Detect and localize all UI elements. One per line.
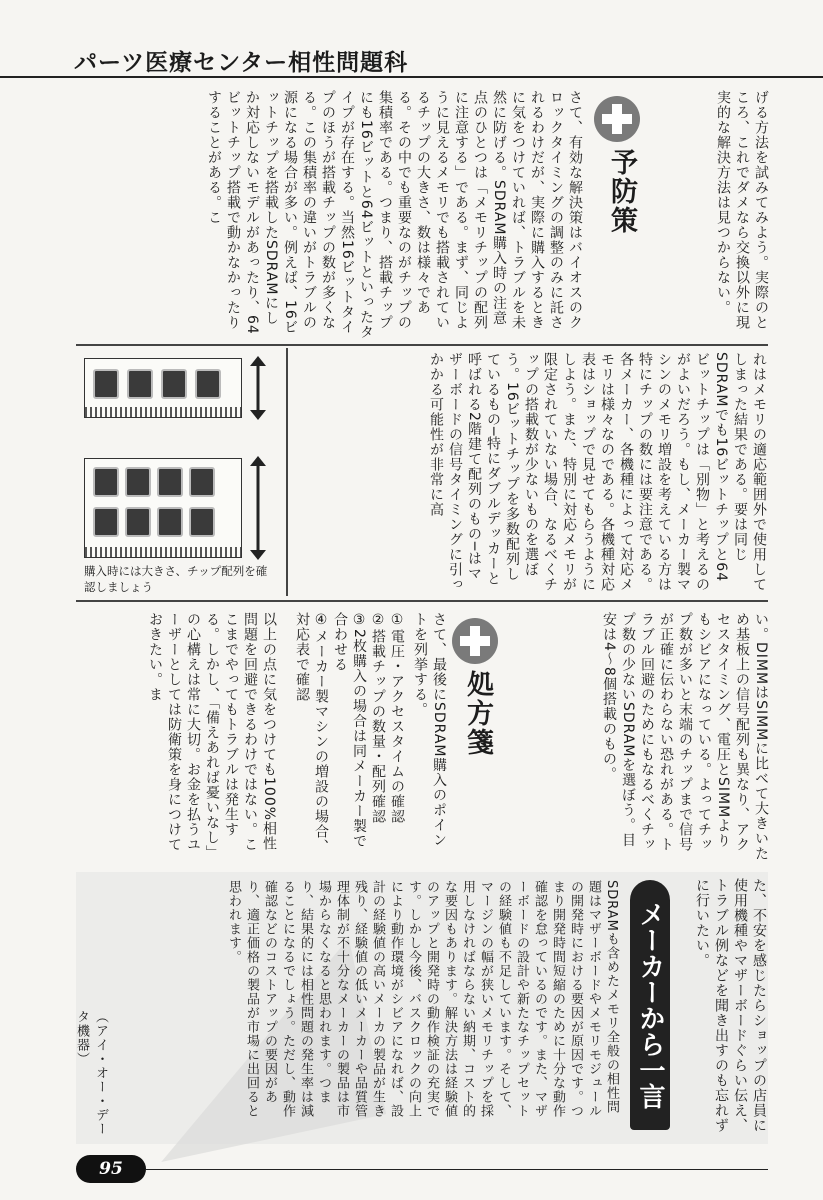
- section1-continued-text: れはメモリの適応範囲外で使用してしまった結果である。要は同じSDRAMでも16ビットチップと64ビットチップは「別物」と考えるのがよいだろう。もし、メーカー製マシンのメモリ増設を考えている方は特にチップの数には要注意である。各メーカー、各機種によって対応メモリは様々なのである。各機種対応表はショップで見せてもらうようにしよう。また、特別に対応メモリが限定されていない場合、なるべくチップの搭載数が少ないものを選ぼう。16ビットチップを多数配列しているもの─特にダブルデッカーと呼ばれる2階建て配列のもの─はマザーボードの信号タイミングに引っかかる可能性が非常に高: [428, 352, 767, 592]
- maker-comment-text: SDRAMも含めたメモリ全般の相性問題はマザーボードやメモリモジュールの開発時における要因が原因です。つまり開発時間短縮のために十分な動作確認を怠っているのです。また、マザーボードの設計や新たなチップセットの経験値も不足しています。そして、マージンの幅が狭いメモリチップを採用しなければならない納期、コスト的な要因もあります。解決方法は経験値のアップと開発時の動作検証の充実です。しかし今後、バスクロックの向上により動作環境がシビアになれば、設計の経験値の高いメーカの製品が生き残り、経験値の低いメーカーや品質管理体制が不十分なメーカーの製品は市場からなくなると思われます。つまり、結果的には相性問題の発生率は減ることになるでしょう。ただし、動作確認などのコストアップの要因があり、適正価格の製品が市場に出回ると思われます。: [226, 880, 619, 1118]
- section2-heading: 処方箋: [462, 670, 493, 757]
- checklist-item: ③2枚購入の場合は同メーカー製で合わせる: [332, 612, 367, 849]
- memory-chip: [125, 507, 151, 537]
- connector-pins: [85, 407, 241, 417]
- section2-lead-text: い。DIMMはSIMMに比べて大きいため基板上の信号配列も異なり、アクセスタイミング、電圧とSIMMよりもシビアになっている。よってチップ数が多いと末端のチップまで信号が正確に伝わらない恐れがある。トラブル回避のためにもなるべくチップ数の少ないSDRAMを選ぼう。目安は4～8個搭載のもの。: [601, 612, 769, 862]
- memory-module-single: [84, 358, 242, 418]
- section2-continued-text: た、不安を感じたらショップの店員に使用機種やマザーボードぐらい伝え、トラブル例などを聞き出すのも忘れずに行いたい。: [694, 878, 767, 1133]
- divider-2: [76, 600, 768, 602]
- memory-chip: [93, 369, 119, 399]
- memory-chip: [127, 369, 153, 399]
- section1-heading: 予防策: [606, 148, 637, 235]
- section2-outro-text: 以上の点に気をつけても100%相性問題を回避できるわけではない。ここまでやってもトラブルは発生する。しかし、「備えあれば憂いなし」の心構えは常に大切。お金を払うユーザーとしては防衛策を身につけておきたい。ま: [147, 612, 277, 860]
- section2-intro-text: さて、最後にSDRAM購入のポイントを列挙する。: [412, 612, 447, 848]
- memory-module-double: [84, 458, 242, 558]
- figure-caption: 購入時には大きさ、チップ配列を確認しましょう: [84, 564, 268, 594]
- footer-rule: [146, 1169, 768, 1170]
- memory-chip: [189, 507, 215, 537]
- header-rule: [0, 76, 823, 78]
- memory-chip: [195, 369, 221, 399]
- memory-chip: [125, 467, 151, 497]
- section3-heading: メーカーから一言: [630, 880, 670, 1130]
- page-number: 95: [76, 1155, 146, 1183]
- size-arrows-icon: [244, 356, 272, 566]
- medical-cross-icon: [594, 96, 640, 142]
- checklist-item: ②搭載チップの数量・配列確認: [370, 612, 386, 824]
- page-header: [0, 0, 823, 78]
- memory-chip: [157, 507, 183, 537]
- memory-chip: [161, 369, 187, 399]
- medical-cross-icon: [452, 618, 498, 664]
- checklist-item: ④メーカー製マシンの増設の場合、対応表で確認: [294, 612, 329, 854]
- connector-pins: [85, 547, 241, 557]
- divider-1: [76, 344, 768, 346]
- section1-intro-text: げる方法を試みてみよう。実際のところ、これでダメなら交換以外に現実的な解決方法は見つからない。: [715, 90, 769, 330]
- figure-divider: [286, 348, 288, 596]
- memory-chip: [157, 467, 183, 497]
- section1-body-text: さて、有効な解決策はバイオスのクロックタイミングの調整のみに託されるわけだが、実際に購入するときに気をつけていれば、トラブルを未然に防げる。SDRAM購入時の注意点のひとつは「メモリチップの配列に注意する」である。まず、同じように見えるメモリでも搭載されているチップの大きさ、数は様々である。その中でも重要なのがチップの集積率である。つまり、搭載チップにも16ビットと64ビットといったタイプが存在する。当然16ビットタイプのほうが搭載チップの数が多くなる。この集積率の違いがトラブルの源になる場合が多い。例えば、16ビットチップを搭載したSDRAMにしか対応しないモデルがあったり、64ビットチップ搭載で動かなかったりすることがある。こ: [206, 90, 583, 340]
- checklist: [280, 612, 406, 862]
- memory-chip: [93, 507, 119, 537]
- page-title: パーツ医療センター相性問題科: [74, 50, 409, 76]
- maker-credit: （アイ・オー・データ機器）: [74, 1010, 108, 1136]
- memory-chip: [189, 467, 215, 497]
- memory-chip: [93, 467, 119, 497]
- checklist-item: ①電圧・アクセスタイムの確認: [389, 612, 405, 824]
